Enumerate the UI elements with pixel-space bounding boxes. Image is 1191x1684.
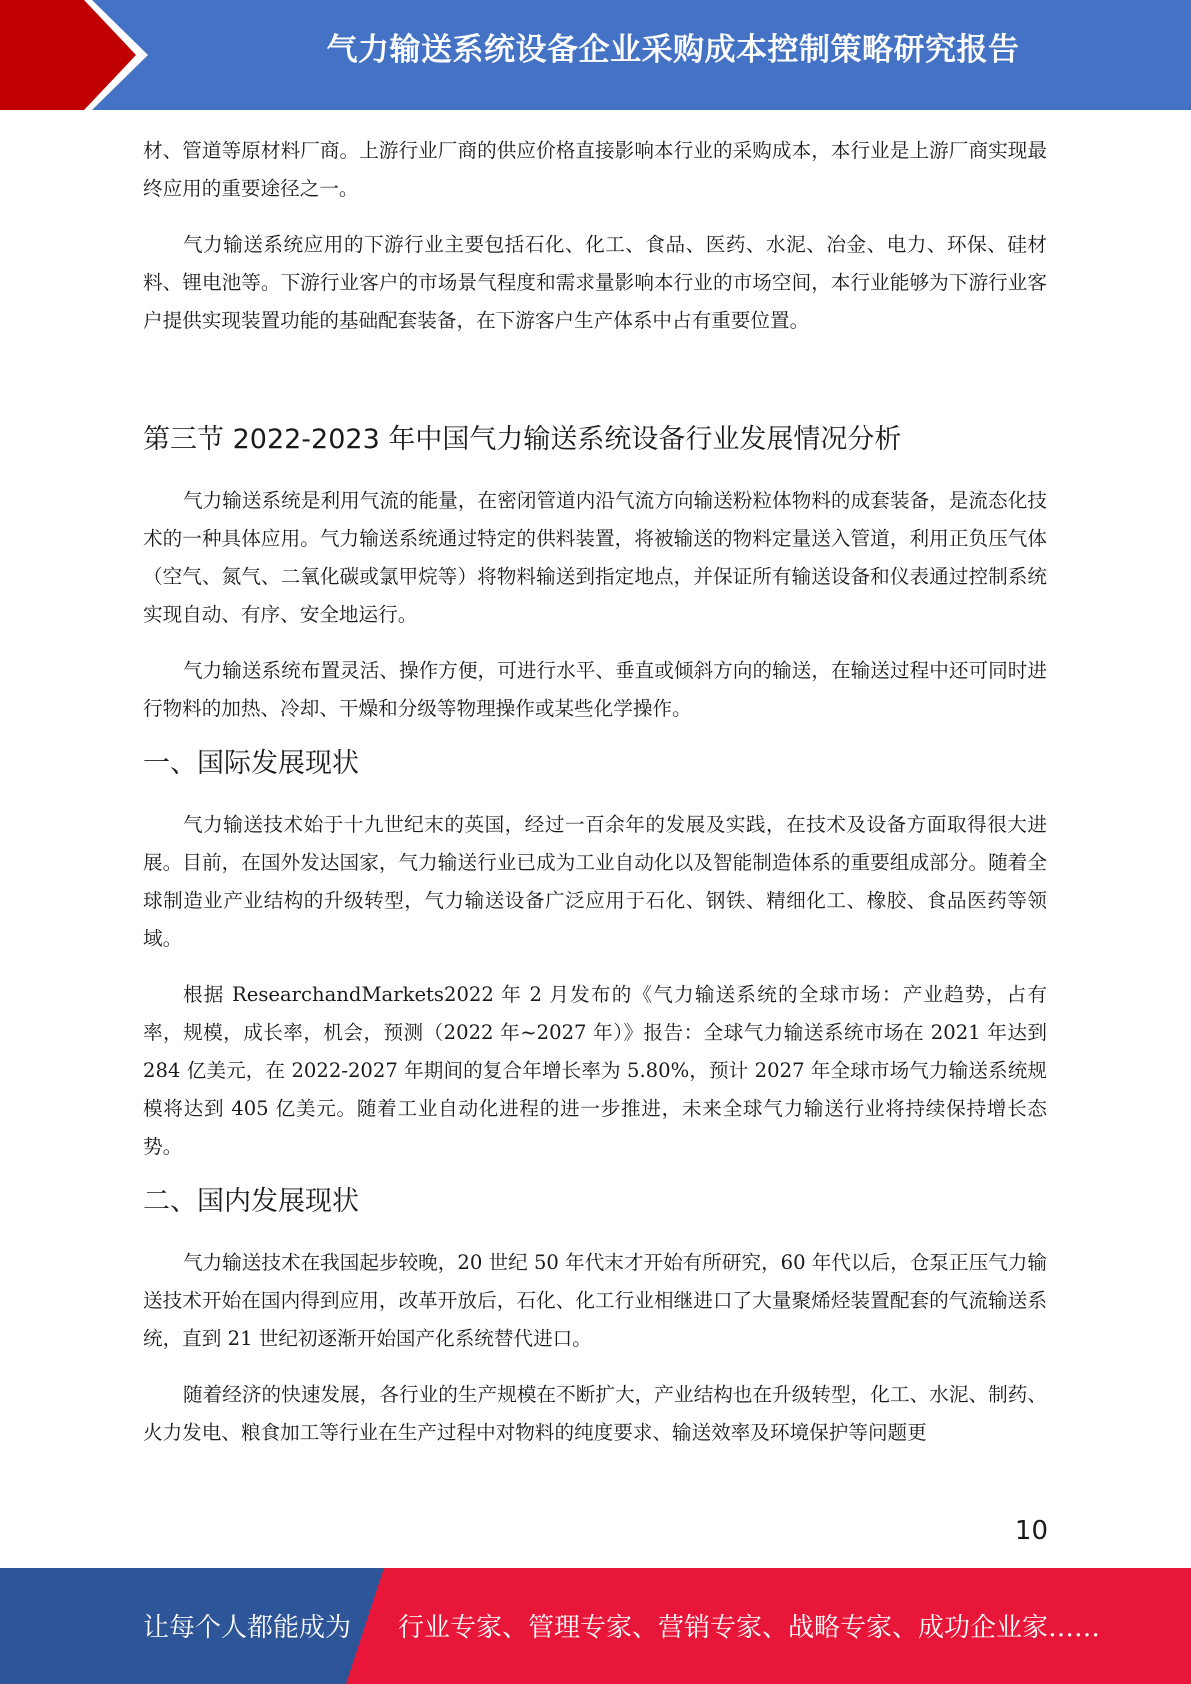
heading-domestic: 二、国内发展现状 xyxy=(143,1186,359,1217)
paragraph-international-history: 气力输送技术始于十九世纪末的英国，经过一百余年的发展及实践，在技术及设备方面取得很大进展。目前，在国外发达国家，气力输送行业已成为工业自动化以及智能制造体系的重要组成部分。随着全球制造业产业结构的升级转型，气力输送设备广泛应用于石化、钢铁、精细化工、橡胶、食品医药等领域。 xyxy=(143,813,1047,950)
paragraph-definition: 气力输送系统是利用气流的能量，在密闭管道内沿气流方向输送粉粒体物料的成套装备，是流态化技术的一种具体应用。气力输送系统通过特定的供料装置，将被输送的物料定量送入管道，利用正负压气体（空气、氮气、二氧化碳或氯甲烷等）将物料输送到指定地点，并保证所有输送设备和仪表通过控制系统实现自动、有序、安全地运行。 xyxy=(143,489,1047,626)
page-header xyxy=(0,0,1191,110)
paragraph-domestic-history: 气力输送技术在我国起步较晚，20 世纪 50 年代末才开始有所研究，60 年代以后，仓泵正压气力输送技术开始在国内得到应用，改革开放后，石化、化工行业相继进口了大量聚烯烃装置配套的气流输送系统，直到 21 世纪初逐渐开始国产化系统替代进口。 xyxy=(143,1251,1047,1350)
paragraph-features: 气力输送系统布置灵活、操作方便，可进行水平、垂直或倾斜方向的输送，在输送过程中还可同时进行物料的加热、冷却、干燥和分级等物理操作或某些化学操作。 xyxy=(143,659,1047,720)
paragraph-economic-development: 随着经济的快速发展，各行业的生产规模在不断扩大，产业结构也在升级转型，化工、水泥、制药、火力发电、粮食加工等行业在生产过程中对物料的纯度要求、输送效率及环境保护等问题更 xyxy=(143,1383,1047,1444)
report-title: 气力输送系统设备企业采购成本控制策略研究报告 xyxy=(326,32,1020,68)
heading-international: 一、国际发展现状 xyxy=(143,748,359,779)
paragraph-downstream: 气力输送系统应用的下游行业主要包括石化、化工、食品、医药、水泥、冶金、电力、环保、硅材料、锂电池等。下游行业客户的市场景气程度和需求量影响本行业的市场空间，本行业能够为下游行业客户提供实现装置功能的基础配套装备，在下游客户生产体系中占有重要位置。 xyxy=(143,233,1047,332)
page-footer xyxy=(0,1568,1191,1684)
header-chevron-decoration xyxy=(0,0,150,110)
paragraph-market-report: 根据 ResearchandMarkets2022 年 2 月发布的《气力输送系统的全球市场：产业趋势，占有率，规模，成长率，机会，预测（2022 年~2027 年）》报告：全球气力输送系统市场在 2021 年达到 284 亿美元，在 2022-2027 年期间的复合年增长率为 5.80%，预计 2027 年全球市场气力输送系统规模将达到 405 亿美元。随着工业自动化进程的进一步推进，未来全球气力输送行业将持续保持增长态势。 xyxy=(143,983,1047,1158)
page-number: 10 xyxy=(1014,1516,1048,1546)
paragraph-upstream: 材、管道等原材料厂商。上游行业厂商的供应价格直接影响本行业的采购成本，本行业是上游厂商实现最终应用的重要途径之一。 xyxy=(143,139,1047,200)
document-body xyxy=(143,132,1047,1452)
footer-slogan-left: 让每个人都能成为 xyxy=(143,1613,352,1643)
footer-slogan-right: 行业专家、管理专家、营销专家、战略专家、成功企业家…… xyxy=(398,1613,1101,1643)
section-heading: 第三节 2022-2023 年中国气力输送系统设备行业发展情况分析 xyxy=(143,424,902,455)
